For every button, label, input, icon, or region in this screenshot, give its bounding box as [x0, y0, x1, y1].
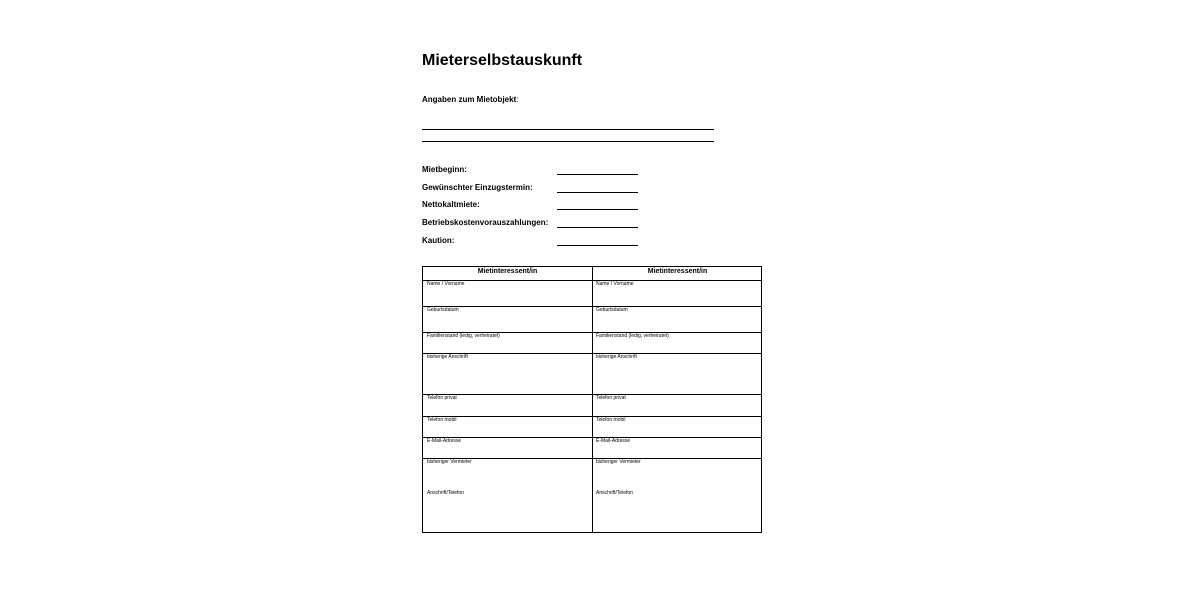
- cell-label-landlord-contact: Anschrift/Telefon: [427, 490, 464, 496]
- row-divider: [423, 437, 761, 438]
- field-deposit: [422, 236, 638, 248]
- cell-label-previous-landlord: bisheriger Vermieter: [427, 459, 472, 465]
- rental-object-heading-text: Angaben zum Mietobjekt: [422, 95, 517, 104]
- field-label-rental-start: Mietbeginn:: [422, 165, 467, 174]
- field-net-rent: [422, 200, 638, 212]
- cell-label-phone-mobile: Telefon mobil: [427, 417, 457, 423]
- field-label-move-in-date: Gewünschter Einzugstermin:: [422, 183, 533, 192]
- rental-object-line-1: [422, 129, 714, 130]
- field-blank-rental-start: [557, 174, 638, 175]
- row-divider: [423, 416, 761, 417]
- cell-label-phone-private: Telefon privat: [427, 395, 457, 401]
- document-title: Mieterselbstauskunft: [422, 52, 583, 69]
- rental-object-line-2: [422, 141, 714, 142]
- row-divider: [423, 353, 761, 354]
- rental-object-heading: [422, 95, 518, 104]
- field-rental-start: [422, 165, 638, 177]
- field-operating-costs: [422, 218, 638, 230]
- row-divider: [423, 306, 761, 307]
- row-divider: [423, 458, 761, 459]
- cell-label-previous-landlord: bisheriger Vermieter: [596, 459, 641, 465]
- field-blank-move-in-date: [557, 192, 638, 193]
- cell-label-phone-mobile: Telefon mobil: [596, 417, 626, 423]
- column-header-applicant-2: Mietinteressent/in: [647, 268, 708, 275]
- cell-label-name: Name / Vorname: [596, 281, 634, 287]
- applicant-table: [422, 266, 762, 533]
- cell-label-landlord-contact: Anschrift/Telefon: [596, 490, 633, 496]
- field-label-net-rent: Nettokaltmiete:: [422, 200, 480, 209]
- cell-label-birthdate: Geburtsdatum: [596, 307, 628, 313]
- cell-label-birthdate: Geburtsdatum: [427, 307, 459, 313]
- field-blank-deposit: [557, 245, 638, 246]
- cell-label-phone-private: Telefon privat: [596, 395, 626, 401]
- cell-label-previous-address: bisherige Anschrift: [427, 354, 468, 360]
- cell-label-marital-status: Familienstand (ledig, verheiratet): [427, 333, 500, 339]
- cell-label-email: E-Mail-Adresse: [596, 438, 631, 444]
- field-label-deposit: Kaution:: [422, 236, 455, 245]
- row-divider: [423, 394, 761, 395]
- cell-label-previous-address: bisherige Anschrift: [596, 354, 637, 360]
- rental-object-heading-colon: :: [516, 95, 519, 104]
- column-header-applicant-1: Mietinteressent/in: [477, 268, 538, 275]
- row-divider: [423, 280, 761, 281]
- field-blank-net-rent: [557, 209, 638, 210]
- cell-label-name: Name / Vorname: [427, 281, 465, 287]
- cell-label-email: E-Mail-Adresse: [427, 438, 462, 444]
- field-move-in-date: [422, 183, 638, 195]
- field-blank-operating-costs: [557, 227, 638, 228]
- cell-label-marital-status: Familienstand (ledig, verheiratet): [596, 333, 669, 339]
- field-label-operating-costs: Betriebskostenvorauszahlungen:: [422, 218, 549, 227]
